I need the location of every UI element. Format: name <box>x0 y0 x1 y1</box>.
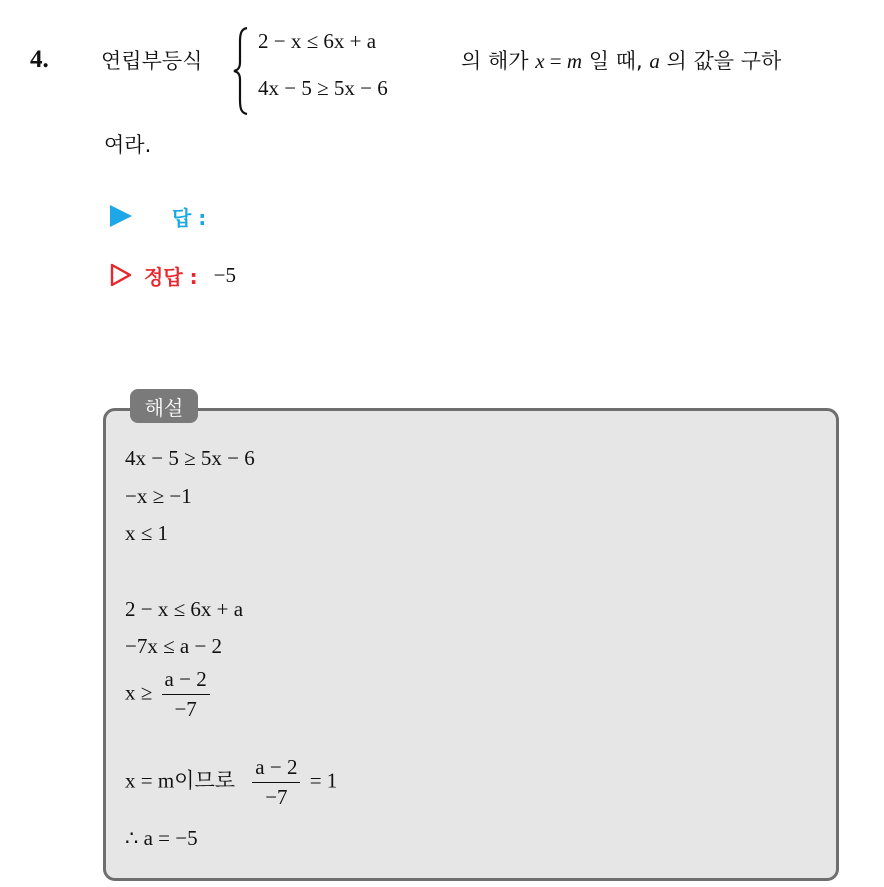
var-x: x <box>535 49 545 73</box>
key-answer-value: −5 <box>213 262 236 287</box>
system-line-1: 2 − x ≤ 6x + a <box>258 29 377 53</box>
solution-line-5: −7x ≤ a − 2 <box>125 634 223 658</box>
line7-suffix: = 1 <box>309 768 338 793</box>
question-tail <box>461 45 781 75</box>
var-m: m <box>566 49 583 73</box>
question-lead: 연립부등식 <box>101 49 203 73</box>
key-answer-label: 정답 : <box>144 264 198 289</box>
solution-line-3: x ≤ 1 <box>125 521 169 545</box>
fraction-2-denominator: −7 <box>265 785 288 809</box>
fraction-2-numerator: a − 2 <box>252 755 300 783</box>
solution-line-1: 4x − 5 ≥ 5x − 6 <box>125 446 255 470</box>
var-a: a <box>649 49 660 73</box>
eq-sign: = <box>544 49 567 73</box>
fraction-2 <box>252 755 300 810</box>
tail-text-2: 일 때, <box>582 49 650 73</box>
solution-conclusion: ∴ a = −5 <box>125 826 198 850</box>
tail-text-1: 의 해가 <box>461 49 536 73</box>
play-arrow-icon <box>110 205 132 227</box>
line6-prefix: x ≥ <box>125 680 153 705</box>
system-line-2: 4x − 5 ≥ 5x − 6 <box>258 76 388 100</box>
fraction-denominator: −7 <box>174 697 197 721</box>
fraction-numerator: a − 2 <box>162 667 210 695</box>
solution-tab: 해설 <box>130 389 198 423</box>
solution-line-4: 2 − x ≤ 6x + a <box>125 597 244 621</box>
tail-text-3: 의 값을 구하 <box>659 49 782 73</box>
outline-arrow-icon <box>110 263 132 287</box>
question-number: 4. <box>30 46 49 73</box>
key-answer-row <box>110 260 236 290</box>
solution-line-2: −x ≥ −1 <box>125 484 192 508</box>
fraction <box>162 667 210 722</box>
left-brace-icon <box>232 26 250 116</box>
solution-line-6 <box>125 667 214 722</box>
answer-label: 답 : <box>172 205 207 230</box>
question-end: 여라. <box>104 133 152 157</box>
solution-line-7 <box>125 755 337 810</box>
line7-prefix: x = m이므로 <box>125 768 236 793</box>
answer-row <box>110 201 206 231</box>
